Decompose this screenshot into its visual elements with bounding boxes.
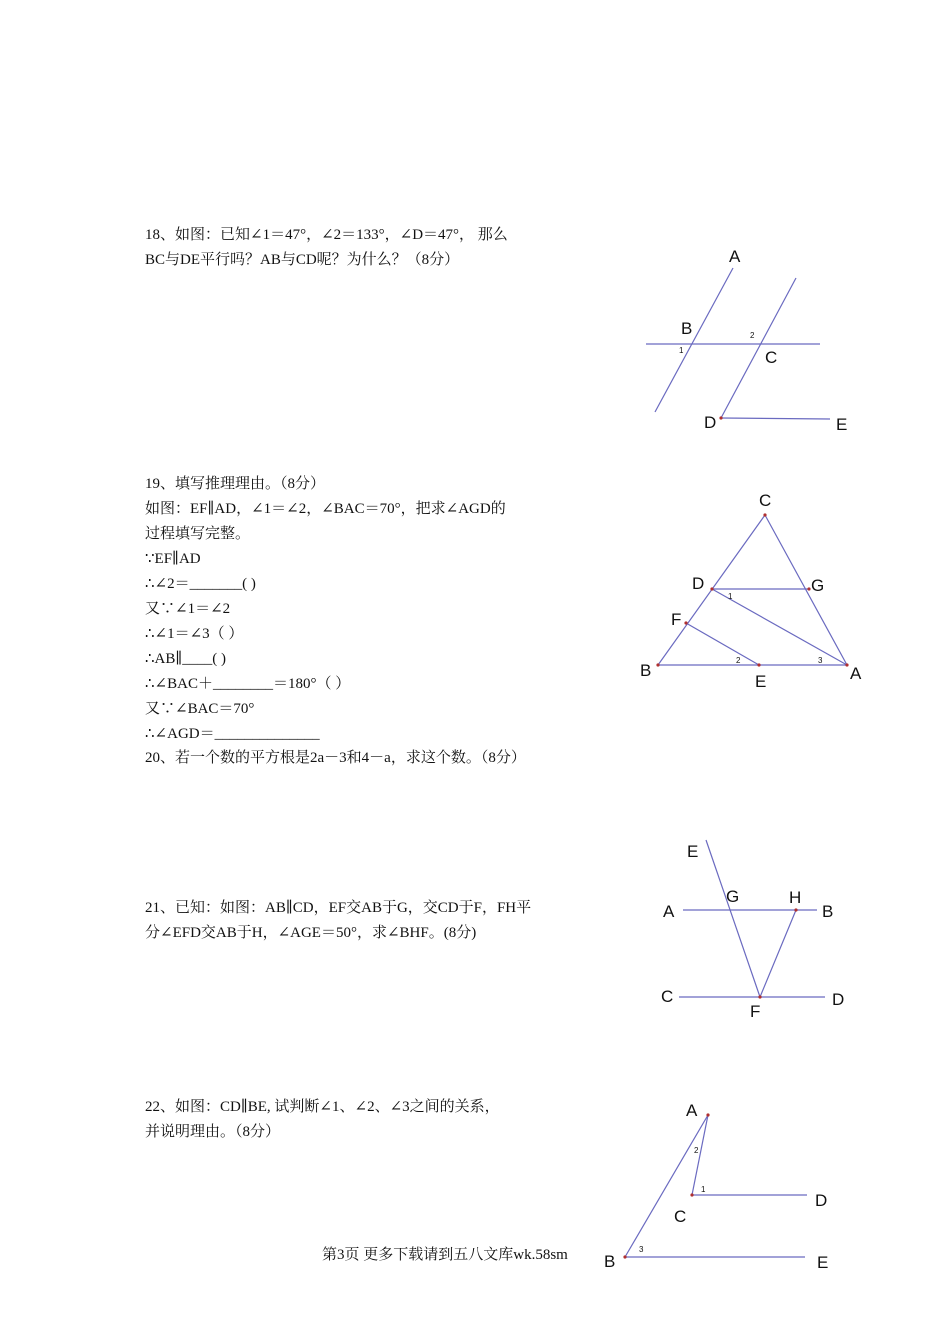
- q22-line2: 并说明理由。（8分）: [145, 1124, 281, 1140]
- q18-angle-1: 1: [679, 346, 684, 355]
- q22-figure: [595, 1090, 855, 1280]
- q22-angle-1: 1: [701, 1185, 706, 1194]
- q21-label-E: E: [687, 842, 699, 861]
- q22-label-A: A: [686, 1101, 698, 1120]
- q19-line11: ∴∠AGD＝______________: [145, 726, 320, 742]
- q19-line9: ∴∠BAC＋________＝180°（ ）: [145, 676, 351, 692]
- q22-angle-3: 3: [639, 1245, 644, 1254]
- q22-angle-2: 2: [694, 1146, 699, 1155]
- q22-label-C: C: [674, 1207, 687, 1226]
- q19-label-F: F: [671, 610, 682, 629]
- q18-label-D: D: [704, 413, 717, 432]
- q19-angle-2: 2: [736, 656, 741, 665]
- q18-line1: 18、如图：已知∠1＝47°，∠2＝133°，∠D＝47°， 那么: [145, 227, 508, 243]
- q19-label-G: G: [811, 576, 825, 595]
- q21-label-G: G: [726, 887, 740, 906]
- q19-line8: ∴AB∥____( ): [145, 651, 227, 667]
- q18-label-C: C: [765, 348, 778, 367]
- q21-label-C: C: [661, 987, 674, 1006]
- q19-label-D: D: [692, 574, 705, 593]
- q19-label-B: B: [640, 661, 652, 680]
- q19-label-A: A: [850, 664, 862, 683]
- q19-line6: 又∵∠1＝∠2: [145, 601, 231, 617]
- q19-label-E: E: [755, 672, 767, 691]
- q18-line2: BC与DE平行吗？AB与CD呢？为什么？（8分）: [145, 252, 460, 268]
- q18-angle-2: 2: [750, 331, 755, 340]
- q22-label-B: B: [604, 1252, 616, 1271]
- q21-label-B: B: [822, 902, 834, 921]
- q21-line2: 分∠EFD交AB于H，∠AGE＝50°，求∠BHF。(8分): [145, 925, 477, 941]
- q22-line1: 22、如图：CD∥BE, 试判断∠1、∠2、∠3之间的关系，: [145, 1099, 500, 1115]
- q18-figure: [630, 235, 860, 445]
- q18-label-B: B: [681, 319, 693, 338]
- q22-label-E: E: [817, 1253, 829, 1272]
- q21-label-F: F: [750, 1002, 761, 1021]
- q19-line2: 如图：EF∥AD，∠1＝∠2，∠BAC＝70°，把求∠AGD的: [145, 501, 506, 517]
- q18-label-E: E: [836, 415, 848, 434]
- q19-label-C: C: [759, 491, 772, 510]
- page-footer: 第3页 更多下载请到五八文库wk.58sm: [322, 1247, 568, 1263]
- q19-line1: 19、填写推理理由。（8分）: [145, 476, 326, 492]
- q19-figure: [630, 485, 870, 695]
- q20-line1: 20、若一个数的平方根是2a－3和4－a，求这个数。（8分）: [145, 750, 526, 766]
- q21-figure: [650, 835, 870, 1025]
- q19-line10: 又∵∠BAC＝70°: [145, 701, 255, 717]
- q21-label-A: A: [663, 902, 675, 921]
- q18-label-A: A: [729, 247, 741, 266]
- q21-line1: 21、已知：如图：AB∥CD，EF交AB于G，交CD于F，FH平: [145, 900, 532, 916]
- q22-label-D: D: [815, 1191, 828, 1210]
- q19-line7: ∴∠1＝∠3（ ）: [145, 626, 244, 642]
- q19-angle-3: 3: [818, 656, 823, 665]
- q19-line4: ∵EF∥AD: [145, 551, 201, 567]
- q21-label-D: D: [832, 990, 845, 1009]
- q19-line5: ∴∠2＝_______( ): [145, 576, 256, 592]
- q19-line3: 过程填写完整。: [145, 526, 251, 542]
- q19-angle-1: 1: [728, 592, 733, 601]
- q21-label-H: H: [789, 888, 802, 907]
